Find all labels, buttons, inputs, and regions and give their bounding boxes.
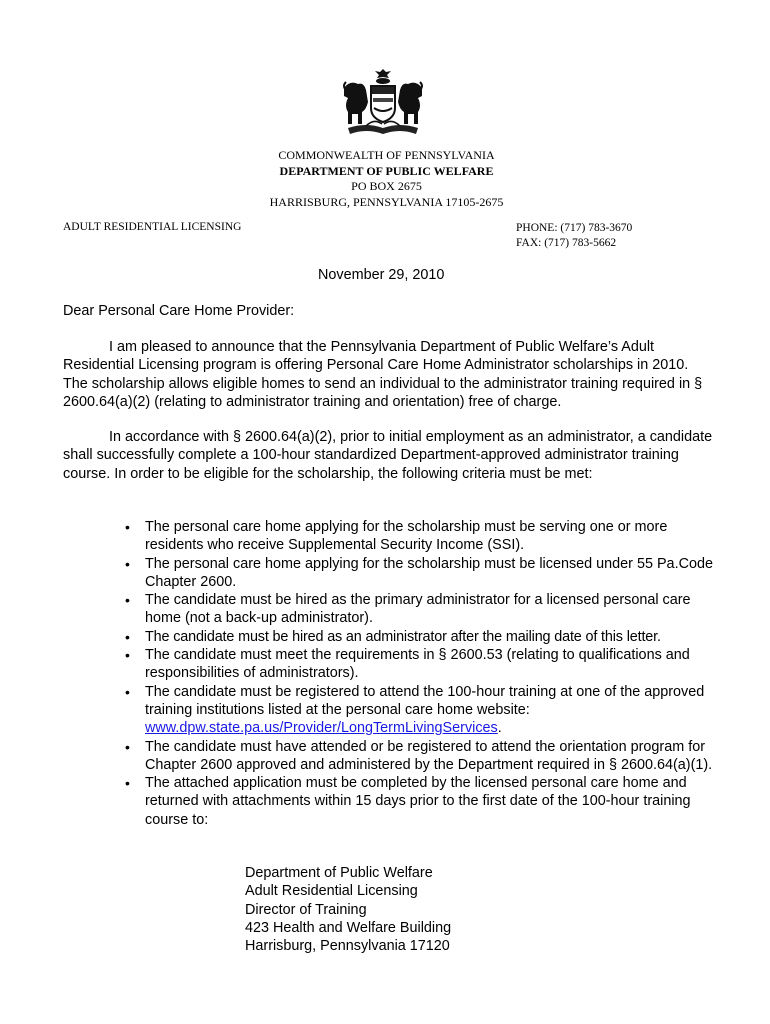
office-name: ADULT RESIDENTIAL LICENSING	[63, 221, 242, 233]
criterion-text: The candidate must be registered to attend the 100-hour training at one of the approved training institutions listed at the personal care home website:	[145, 683, 705, 718]
letter-date: November 29, 2010	[318, 267, 445, 283]
list-item	[121, 591, 721, 628]
criterion-text: The personal care home applying for the scholarship must be serving one or more residents who receive Supplemental Security Income (SSI).	[145, 519, 668, 554]
criterion-text: The candidate must have attended or be registered to attend the orientation program for Chapter 2600 approved and administered by the Department required in § 2600.64(a)(1).	[145, 738, 713, 773]
address-line-1: Department of Public Welfare	[245, 865, 433, 881]
paragraph-criteria-text: In accordance with § 2600.64(a)(2), prior to initial employment as an administrator, a candidate shall successfully complete a 100-hour standardized Department-approved administrator training course. In order to be eligible for the scholarship, the following criteria must be met:	[63, 429, 713, 482]
bullet-icon: •	[125, 519, 130, 535]
address-line-4: 423 Health and Welfare Building	[245, 919, 452, 936]
criterion-text: The personal care home applying for the scholarship must be licensed under 55 Pa.Code Chapter 2600.	[145, 555, 713, 590]
letterhead-commonwealth: COMMONWEALTH OF PENNSYLVANIA	[278, 148, 495, 162]
bullet-icon: •	[125, 628, 130, 645]
bullet-icon: •	[125, 775, 130, 792]
bullet-icon: •	[125, 555, 130, 572]
address-line-5: Harrisburg, Pennsylvania 17120	[245, 938, 450, 955]
list-item	[121, 738, 721, 775]
bullet-icon: •	[125, 738, 130, 755]
contact-block	[516, 221, 632, 250]
list-item	[121, 628, 721, 646]
website-link[interactable]: www.dpw.state.pa.us/Provider/LongTermLivingServices	[145, 720, 498, 737]
paragraph-intro	[63, 338, 713, 411]
letterhead-po-box: PO BOX 2675	[351, 179, 422, 193]
letterhead	[0, 148, 770, 210]
list-item	[121, 646, 721, 683]
list-item	[121, 518, 721, 555]
list-item	[121, 555, 721, 592]
criterion-end: .	[497, 720, 502, 737]
paragraph-intro-text: I am pleased to announce that the Pennsylvania Department of Public Welfare’s Adult Residential Licensing program is offering Personal Care Home Administrator scholarships in 2010. The scholarship allows eligible homes to send an individual to the administrator training required in § 2600.64(a)(2) (relating to administrator training and orientation) free of charge.	[63, 339, 703, 410]
criteria-list	[121, 518, 721, 829]
letterhead-department: DEPARTMENT OF PUBLIC WELFARE	[279, 163, 494, 178]
bullet-icon: •	[125, 647, 130, 664]
list-item	[121, 774, 721, 829]
address-line-3: Director of Training	[245, 901, 367, 918]
paragraph-criteria-intro	[63, 428, 713, 483]
letterhead-city: HARRISBURG, PENNSYLVANIA 17105-2675	[269, 194, 504, 209]
criterion-text: The candidate must be hired as an administrator after the mailing date of this letter.	[145, 628, 661, 645]
phone-number: PHONE: (717) 783-3670	[516, 222, 633, 234]
fax-number: FAX: (717) 783-5662	[516, 236, 617, 249]
criterion-text: The attached application must be completed by the licensed personal care home and returned with attachments within 15 days prior to the first date of the 100-hour training course to:	[145, 775, 691, 828]
address-line-2: Adult Residential Licensing	[245, 883, 418, 900]
bullet-icon: •	[125, 683, 130, 700]
salutation: Dear Personal Care Home Provider:	[63, 303, 295, 319]
mailing-address	[245, 864, 451, 955]
bullet-icon: •	[125, 592, 130, 609]
pennsylvania-coat-of-arms-icon	[336, 68, 430, 142]
criterion-text: The candidate must be hired as the primary administrator for a licensed personal care home (not a back-up administrator).	[145, 592, 691, 627]
list-item	[121, 683, 721, 738]
criterion-text: The candidate must meet the requirements in § 2600.53 (relating to qualifications and responsibilities of administrators).	[145, 647, 690, 682]
